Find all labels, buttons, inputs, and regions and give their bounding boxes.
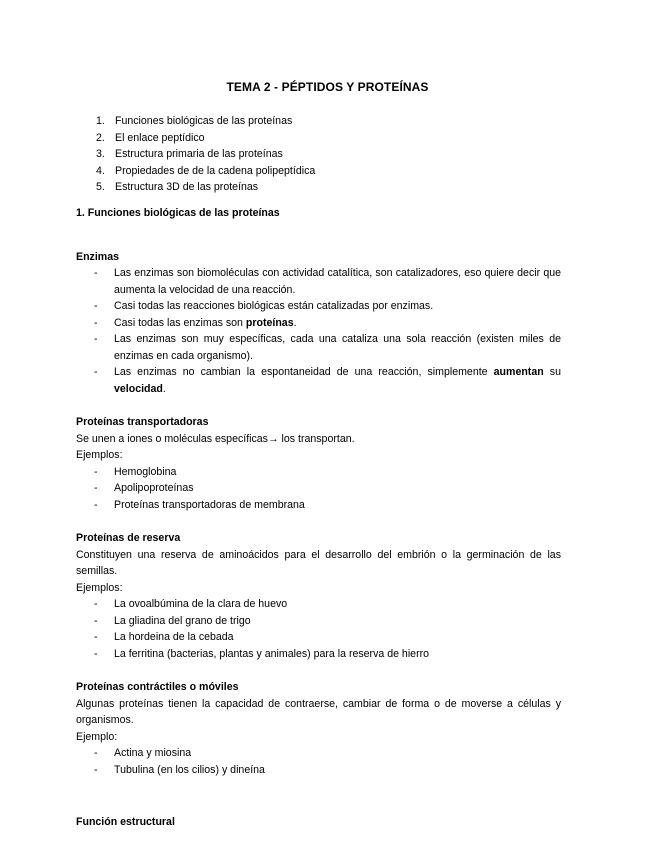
document-body [76, 205, 561, 831]
dash-bullet: - [94, 647, 98, 660]
toc-number: 2. [96, 131, 105, 144]
list-item-text: Tubulina (en los cilios) y dineína [114, 763, 265, 776]
list-item: - Casi todas las enzimas son proteínas. [76, 315, 561, 332]
list-item [76, 613, 561, 630]
dash-bullet: - [94, 631, 98, 643]
list-item [76, 298, 561, 315]
examples-label: Ejemplos: [76, 449, 123, 461]
toc-text: Propiedades de de la cadena polipeptídica [115, 164, 316, 177]
arrow-right-icon: → [267, 432, 279, 445]
section-heading: 1. Funciones biológicas de las proteínas [76, 207, 280, 219]
toc-number: 4. [96, 164, 105, 177]
toc-item [96, 179, 315, 196]
toc-item [96, 163, 315, 180]
list-item-text: Actina y miosina [114, 747, 192, 759]
list-item [76, 480, 561, 497]
dash-bullet: - [94, 763, 98, 776]
list-item-text: Casi todas las reacciones biológicas están catalizadas por enzimas. [114, 300, 434, 312]
subsection-heading-transportadoras: Proteínas transportadoras [76, 416, 209, 428]
toc-text: Estructura primaria de las proteínas [115, 148, 283, 160]
dash-bullet: - [94, 482, 98, 494]
dash-bullet: - [94, 465, 98, 478]
toc-text: Estructura 3D de las proteínas [115, 181, 259, 193]
list-item-text: Proteínas transportadoras de membrana [114, 498, 305, 511]
paragraph: Algunas proteínas tienen la capacidad de contraerse, cambiar de forma o de moverse a células y organismos. [76, 697, 561, 726]
list-item [76, 331, 561, 364]
dash-bullet: - [94, 366, 98, 378]
list-item-text: Hemoglobina [114, 465, 177, 478]
list-item [76, 629, 561, 646]
list-item-text: Las enzimas son muy específicas, cada una cataliza una sola reacción (existen miles de enzimas en cada organismo). [114, 333, 561, 362]
toc-number: 1. [96, 115, 105, 127]
toc-text: El enlace peptídico [115, 131, 205, 144]
list-item [76, 497, 561, 514]
list-item-text: La hordeina de la cebada [114, 631, 234, 643]
subsection-heading-contractiles: Proteínas contráctiles o móviles [76, 681, 239, 693]
toc-number: 3. [96, 148, 105, 160]
toc-text: Funciones biológicas de las proteínas [115, 115, 293, 127]
list-item-text: Las enzimas son biomoléculas con actividad catalítica, son catalizadores, eso quiere decir que aumenta la velocidad de una reacción. [114, 267, 561, 296]
toc-item [96, 146, 315, 163]
list-item [76, 745, 561, 762]
list-item-text: Las enzimas no cambian la espontaneidad de una reacción, simplemente [114, 366, 494, 378]
dash-bullet: - [94, 598, 98, 610]
document-title: TEMA 2 - PÉPTIDOS Y PROTEÍNAS [226, 80, 429, 94]
examples-label: Ejemplo: [76, 730, 118, 743]
toc-item [96, 130, 315, 147]
list-item [76, 646, 561, 663]
paragraph: Se unen a iones o moléculas específicas→ los transportan. [76, 432, 355, 445]
bold-term: aumentan [493, 366, 544, 378]
transportadoras-list [76, 464, 561, 514]
paragraph: Constituyen una reserva de aminoácidos para el desarrollo del embrión o la germinación de las semillas. [76, 548, 561, 577]
list-item: - Las enzimas no cambian la espontaneidad de una reacción, simplemente aumentan su velocidad. [94, 366, 561, 395]
list-item [76, 596, 561, 613]
list-item-text: La ferritina (bacterias, plantas y animales) para la reserva de hierro [114, 647, 430, 660]
toc-item [96, 113, 315, 130]
list-item-text: La gliadina del grano de trigo [114, 614, 251, 627]
table-of-contents [96, 113, 315, 196]
subsection-heading-enzimas: Enzimas [76, 250, 119, 263]
examples-label: Ejemplos: [76, 581, 123, 594]
list-item-text: Apolipoproteínas [114, 482, 194, 494]
dash-bullet: - [94, 300, 98, 312]
dash-bullet: - [94, 747, 98, 759]
contractiles-list [76, 745, 561, 778]
reserva-list [76, 596, 561, 662]
list-item [76, 464, 561, 481]
dash-bullet: - [94, 614, 98, 627]
subsection-heading-reserva: Proteínas de reserva [76, 532, 181, 544]
list-item [76, 265, 561, 298]
list-item [76, 762, 561, 779]
dash-bullet: - [94, 316, 98, 329]
dash-bullet: - [94, 333, 98, 345]
toc-number: 5. [96, 181, 105, 193]
dash-bullet: - [94, 267, 98, 279]
bold-term: proteínas [245, 316, 294, 329]
list-item-text: La ovoalbúmina de la clara de huevo [114, 598, 288, 610]
list-item-text: Casi todas las enzimas son [114, 316, 246, 329]
dash-bullet: - [94, 498, 98, 511]
bold-term: velocidad [114, 382, 163, 395]
subsection-heading-estructural: Función estructural [76, 816, 175, 828]
enzimas-list [76, 265, 561, 397]
